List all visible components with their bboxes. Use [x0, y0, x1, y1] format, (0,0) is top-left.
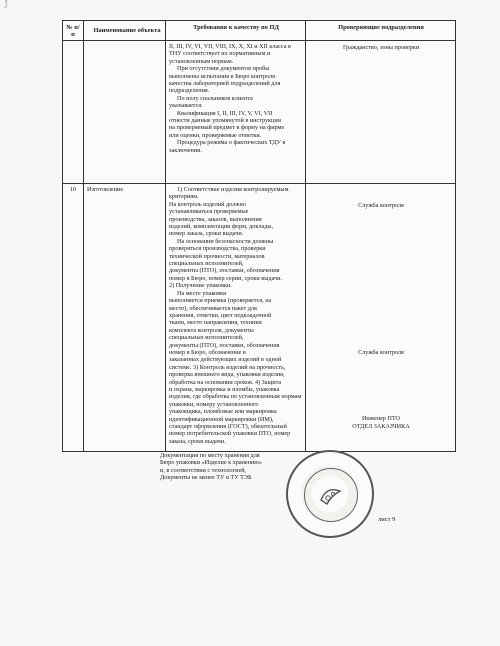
- row2-requirements: [169, 186, 303, 448]
- column-divider: [305, 21, 306, 451]
- row1-requirements: [169, 43, 303, 181]
- requirements-continuation: [160, 452, 294, 482]
- req-line: системе. 3) Контроль изделий на прочность,: [169, 363, 286, 371]
- req-line: хранения, отметки, цвет подкладочной: [169, 311, 272, 319]
- req-line: документы (ПТО), поставки, обозначения: [169, 267, 280, 275]
- req-line: Квалификация I, II, III, IV, V, VI, VII: [177, 109, 273, 117]
- req-line: ТНУ соответствует их нормативным и: [169, 50, 271, 58]
- req-line: указывается.: [169, 102, 203, 110]
- req-line: изделия, где обработка по установленным нормам: [169, 393, 302, 401]
- header-divider: [63, 40, 455, 41]
- requirements-table: [62, 20, 456, 452]
- column-divider: [83, 21, 84, 451]
- req-line: обработка на основании сроков. 4) Защита: [169, 378, 282, 386]
- req-line: заключении.: [169, 146, 203, 154]
- req-line: критериям.: [169, 193, 199, 201]
- req-line: номер в Бюро, номер серии, сроки выдачи.: [169, 274, 282, 282]
- req-line: На основании безопасности должны: [177, 237, 274, 245]
- row-divider: [63, 183, 455, 184]
- req-line: специальных исполнителей,: [169, 334, 244, 342]
- req-line: упаковки, номеру установленного: [169, 400, 259, 408]
- req-line: На месте упаковки: [177, 289, 227, 297]
- stamp-seal-icon: [286, 450, 374, 538]
- req-line: место), обеспечивается пакет для: [169, 304, 257, 312]
- column-divider: [165, 21, 166, 451]
- row1-responsible: Гражданство, зоны проверки: [342, 44, 420, 51]
- header-name: Наименование объекта: [93, 27, 161, 34]
- req-line: устанавливаться проверяемые: [169, 208, 249, 216]
- req-line: и, в соответствии с технологией,: [160, 466, 247, 474]
- row2-responsible-3: Инженер ПТО: [361, 415, 401, 422]
- req-line: заказа, сроки выдачи.: [169, 437, 226, 445]
- req-line: 1) Соответствие изделия контролируемым: [177, 186, 289, 193]
- req-line: отнести данные упомянутой в инструкции: [169, 117, 281, 125]
- req-line: специальных исполнителей,: [169, 260, 244, 268]
- req-line: установленным нормам.: [169, 57, 234, 65]
- req-line: выполняется приемка (проверяется, на: [169, 297, 272, 305]
- page-number: лист 9: [378, 516, 396, 523]
- row2-num: 10: [69, 186, 77, 193]
- row2-responsible-4: ОТДЕЛ ЗАКАЗЧИКА: [352, 423, 410, 430]
- header-num: № п/п: [66, 24, 80, 39]
- req-line: комплекта контроля, документы: [169, 326, 254, 334]
- req-line: идентификационной маркировки (ИМ),: [169, 415, 274, 423]
- req-line: документы (ПТО), поставки, обозначения: [169, 341, 280, 349]
- req-line: II, III, IV, VI, VII, VIII, IX, X, XI и XII класса в: [169, 43, 291, 50]
- req-line: ткани, место направления, техники: [169, 319, 262, 327]
- req-line: 2) Получение упаковки.: [169, 282, 232, 290]
- req-line: производства, заказов, выполнения: [169, 215, 262, 223]
- req-line: стандарт оформления (ГОСТ), обязательный: [169, 423, 287, 430]
- req-line: упаковщика, пломбовые или маркировка: [169, 408, 277, 416]
- req-line: технической прочности, материалов: [169, 252, 265, 260]
- req-line: проверка внешнего вида, упаковки изделия,: [169, 371, 285, 379]
- req-line: На контроль изделий должно: [169, 200, 246, 208]
- req-line: выполнены испытания в Бюро контроля: [169, 72, 275, 80]
- req-line: номер в Бюро, обозначение в: [169, 348, 246, 356]
- req-line: По полу спальников клиента: [177, 94, 253, 102]
- req-line: Документы не менее ТУ в ТУ ТЭБ: [160, 474, 252, 482]
- row2-responsible-2: Служба контроля: [358, 349, 404, 356]
- stamp-emblem-icon: [318, 482, 344, 508]
- req-line: и охрана, маркировка и пломбы, упаковка: [169, 385, 280, 393]
- req-line: проверяться производства, проверки: [169, 245, 266, 253]
- req-line: Процедура режима о фактических ТДУ в: [177, 139, 286, 147]
- req-line: подразделения.: [169, 87, 210, 95]
- req-line: на проверяемый предмет в форму на фирме: [169, 124, 285, 132]
- req-line: номер потребительской упаковки ПТО, номер: [169, 430, 291, 438]
- header-responsible: Проверяющие подразделения: [338, 24, 424, 31]
- req-line: изделий, комплектации форм, доклады,: [169, 223, 274, 231]
- header-requirements: Требования к качеству по ПД: [193, 24, 279, 31]
- row2-name: Изготовление: [87, 186, 124, 193]
- req-line: Документация по месту хранения для: [160, 452, 260, 459]
- req-line: Бюро упаковки «Изделие к хранению»: [160, 459, 262, 467]
- req-line: заказанных действующих изделий в одной: [169, 356, 282, 364]
- req-line: качества лабораторией подразделений для: [169, 80, 281, 88]
- row2-responsible-1: Служба контроля: [358, 202, 404, 209]
- req-line: При отсутствии документов пробы: [177, 65, 270, 73]
- edge-mark: Ĵ: [4, 0, 8, 10]
- req-line: номер заказа, сроки выдачи.: [169, 230, 244, 238]
- req-line: или оценки, проверяемые отметки.: [169, 131, 262, 139]
